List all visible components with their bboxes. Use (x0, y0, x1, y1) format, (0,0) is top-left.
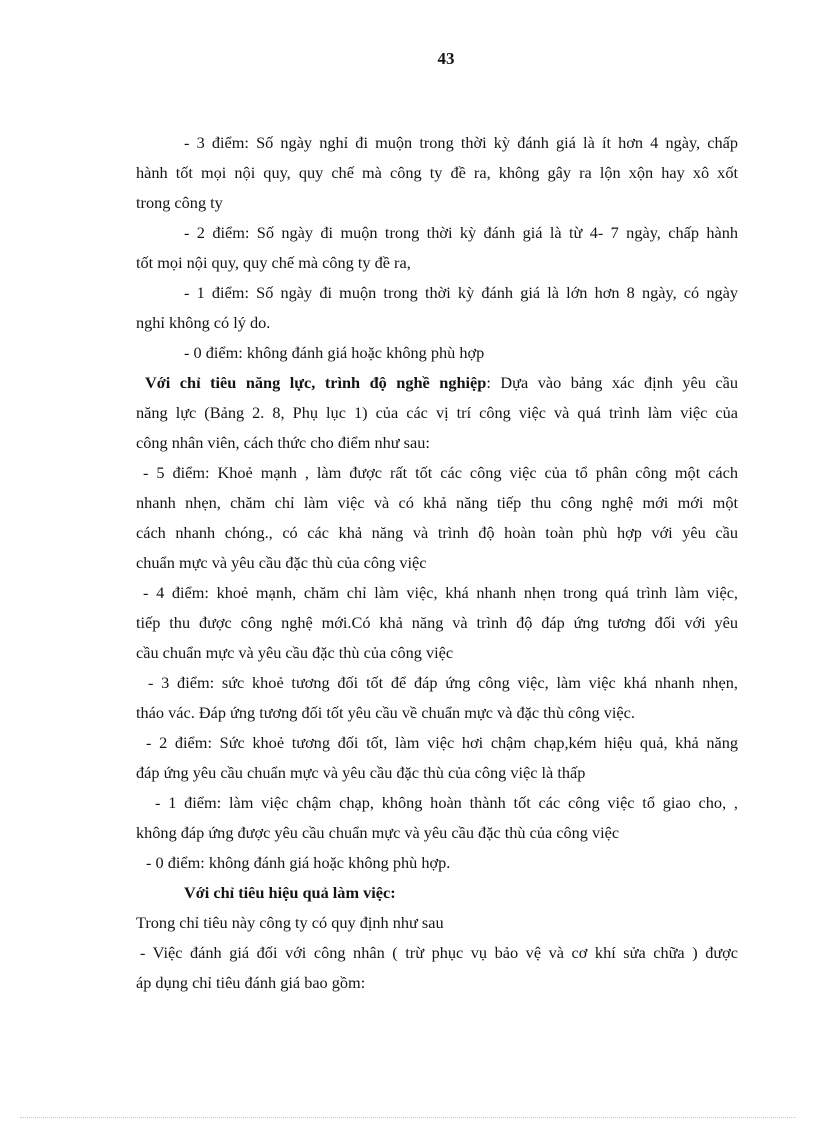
competency-heading-line (145, 372, 738, 394)
text-line: - 1 điểm: làm việc chậm chạp, không hoàn thành tốt các công việc tổ giao cho, , (155, 793, 738, 812)
text-line: cách nhanh chóng., có các khả năng và trình độ hoàn toàn phù hợp với yêu cầu (136, 523, 738, 542)
page-bottom-border (20, 1117, 796, 1118)
text-line: - Việc đánh giá đối với công nhân ( trừ phục vụ bảo vệ và cơ khí sửa chữa ) được (140, 943, 738, 962)
text-line: trong công ty (136, 193, 223, 212)
text-line: cầu chuẩn mực và yêu cầu đặc thù của công việc (136, 643, 454, 662)
text-line: - 2 điểm: Sức khoẻ tương đối tốt, làm việc hơi chậm chạp,kém hiệu quả, khả năng (146, 733, 738, 752)
text-line: - 5 điểm: Khoẻ mạnh , làm được rất tốt các công việc của tổ phân công một cách (143, 463, 738, 482)
text-line: Dựa vào bảng xác định yêu cầu (500, 373, 739, 392)
text-line: chuẩn mực và yêu cầu đặc thù của công việc (136, 553, 427, 572)
text-line: không đáp ứng được yêu cầu chuẩn mực và yêu cầu đặc thù của công việc (136, 823, 620, 842)
text-line: nghỉ không có lý do. (136, 313, 271, 332)
text-line: - 2 điểm: Số ngày đi muộn trong thời kỳ đánh giá là từ 4- 7 ngày, chấp hành (184, 223, 738, 242)
text-line: - 1 điểm: Số ngày đi muộn trong thời kỳ đánh giá là lớn hơn 8 ngày, có ngày (184, 283, 738, 302)
text-line: tháo vác. Đáp ứng tương đối tốt yêu cầu về chuẩn mực và đặc thù công việc. (136, 703, 635, 722)
text-line: tiếp thu được công nghệ mới.Có khả năng và trình độ đáp ứng tương đối với yêu (136, 613, 738, 632)
text-line: hành tốt mọi nội quy, quy chế mà công ty đề ra, không gây ra lộn xộn hay xô xốt (136, 163, 738, 182)
competency-heading-colon: : (486, 373, 491, 392)
text-line: - 0 điểm: không đánh giá hoặc không phù hợp. (146, 853, 451, 872)
text-line: áp dụng chỉ tiêu đánh giá bao gồm: (136, 973, 366, 992)
text-line: năng lực (Bảng 2. 8, Phụ lục 1) của các vị trí công việc và quá trình làm việc của (136, 403, 738, 422)
text-line: - 3 điểm: sức khoẻ tương đối tốt để đáp ứng công việc, làm việc khá nhanh nhẹn, (148, 673, 738, 692)
text-line: - 0 điểm: không đánh giá hoặc không phù hợp (184, 343, 485, 362)
competency-heading: Với chỉ tiêu năng lực, trình độ nghề nghiệp (145, 373, 487, 392)
text-line: đáp ứng yêu cầu chuẩn mực và yêu cầu đặc thù của công việc là thấp (136, 763, 586, 782)
page-number: 43 (437, 49, 455, 68)
text-line: công nhân viên, cách thức cho điểm như sau: (136, 433, 430, 452)
text-line: - 4 điểm: khoẻ mạnh, chăm chỉ làm việc, khá nhanh nhẹn trong quá trình làm việc, (143, 583, 738, 602)
text-line: tốt mọi nội quy, quy chế mà công ty đề ra, (136, 253, 411, 272)
text-line: Trong chỉ tiêu này công ty có quy định như sau (136, 913, 444, 932)
text-line: - 3 điểm: Số ngày nghỉ đi muộn trong thời kỳ đánh giá là ít hơn 4 ngày, chấp (184, 133, 738, 152)
efficiency-heading: Với chỉ tiêu hiệu quả làm việc: (184, 883, 396, 902)
text-line: nhanh nhẹn, chăm chỉ làm việc và có khả năng tiếp thu công nghệ mới mới một (136, 493, 738, 512)
